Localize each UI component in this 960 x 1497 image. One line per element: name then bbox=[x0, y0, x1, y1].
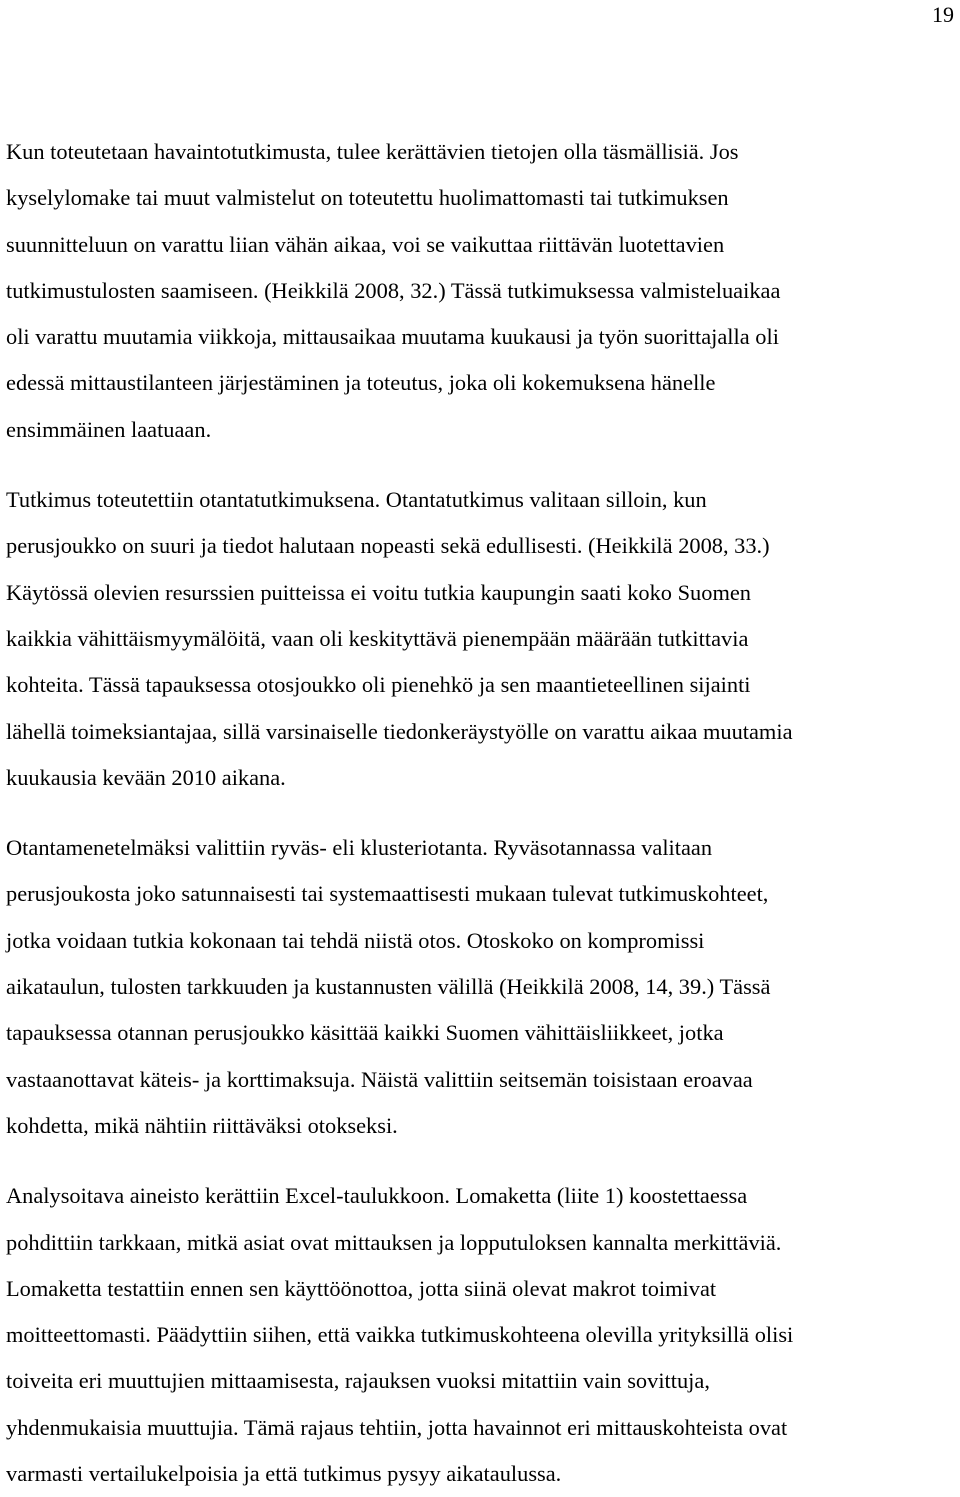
text-line: Käytössä olevien resurssien puitteissa ei voitu tutkia kaupungin saati koko Suomen bbox=[6, 579, 751, 605]
text-line: perusjoukosta joko satunnaisesti tai systemaattisesti mukaan tulevat tutkimuskohteet, bbox=[6, 881, 769, 907]
text-line: kaikkia vähittäismyymälöitä, vaan oli keskityttävä pienempään määrään tutkittavia bbox=[6, 625, 749, 651]
text-line: Lomaketta testattiin ennen sen käyttöönottoa, jotta siinä olevat makrot toimivat bbox=[6, 1275, 717, 1301]
text-line: toiveita eri muuttujien mittaamisesta, rajauksen vuoksi mitattiin vain sovittuja, bbox=[6, 1368, 710, 1394]
paragraph-gap bbox=[6, 1149, 958, 1173]
text-line: Otantamenetelmäksi valittiin ryväs- eli klusteriotanta. Ryväsotannassa valitaan bbox=[6, 835, 713, 861]
text-line: aikataulun, tulosten tarkkuuden ja kustannusten välillä (Heikkilä 2008, 14, 39.) Tässä bbox=[6, 974, 771, 1000]
text-line: moitteettomasti. Päädyttiin siihen, että vaikka tutkimuskohteena olevilla yrityksillä olisi bbox=[6, 1322, 794, 1348]
text-line: Tutkimus toteutettiin otantatutkimuksena. Otantatutkimus valitaan silloin, kun bbox=[6, 487, 707, 513]
text-line: kohteita. Tässä tapauksessa otosjoukko oli pienehkö ja sen maantieteellinen sijainti bbox=[6, 672, 751, 698]
text-line: edessä mittaustilanteen järjestäminen ja toteutus, joka oli kokemuksena hänelle bbox=[6, 370, 716, 396]
text-line: kuukausia kevään 2010 aikana. bbox=[6, 764, 286, 790]
paragraph-data-analysis bbox=[6, 1173, 958, 1497]
text-line: varmasti vertailukelpoisia ja että tutkimus pysyy aikataulussa. bbox=[6, 1461, 562, 1487]
paragraph-gap bbox=[6, 801, 958, 825]
text-line: vastaanottavat käteis- ja korttimaksuja. Näistä valittiin seitsemän toisistaan eroavaa bbox=[6, 1066, 753, 1092]
paragraph-sampling-study bbox=[6, 477, 958, 801]
text-line: tapauksessa otannan perusjoukko käsittää kaikki Suomen vähittäisliikkeet, jotka bbox=[6, 1020, 724, 1046]
text-line: yhdenmukaisia muuttujia. Tämä rajaus tehtiin, jotta havainnot eri mittauskohteista ovat bbox=[6, 1414, 788, 1440]
text-line: kohdetta, mikä nähtiin riittäväksi otokseksi. bbox=[6, 1112, 398, 1138]
text-line: suunnitteluun on varattu liian vähän aikaa, voi se vaikuttaa riittävän luotettavien bbox=[6, 231, 725, 257]
text-line: Kun toteutetaan havaintotutkimusta, tulee kerättävien tietojen olla täsmällisiä. Jos bbox=[6, 139, 739, 164]
text-line: pohdittiin tarkkaan, mitkä asiat ovat mittauksen ja lopputuloksen kannalta merkittäviä. bbox=[6, 1229, 782, 1255]
text-line: lähellä toimeksiantajaa, sillä varsinaiselle tiedonkeräystyölle on varattu aikaa muutamia bbox=[6, 718, 793, 744]
text-line: kyselylomake tai muut valmistelut on toteutettu huolimattomasti tai tutkimuksen bbox=[6, 185, 729, 211]
text-line: jotka voidaan tutkia kokonaan tai tehdä niistä otos. Otoskoko on kompromissi bbox=[6, 927, 705, 953]
text-line: Analysoitava aineisto kerättiin Excel-taulukkoon. Lomaketta (liite 1) koostettaessa bbox=[6, 1183, 748, 1209]
text-line: tutkimustulosten saamiseen. (Heikkilä 2008, 32.) Tässä tutkimuksessa valmisteluaikaa bbox=[6, 277, 781, 303]
page-number: 19 bbox=[932, 2, 954, 27]
paragraph-gap bbox=[6, 453, 958, 477]
paragraph-observational-study bbox=[6, 129, 958, 453]
text-line: ensimmäinen laatuaan. bbox=[6, 416, 212, 442]
text-line: oli varattu muutamia viikkoja, mittausaikaa muutama kuukausi ja työn suorittajalla oli bbox=[6, 324, 779, 350]
paragraph-cluster-sampling bbox=[6, 825, 958, 1149]
text-line: perusjoukko on suuri ja tiedot halutaan nopeasti sekä edullisesti. (Heikkilä 2008, 33.) bbox=[6, 533, 770, 559]
document-body bbox=[6, 129, 958, 1497]
